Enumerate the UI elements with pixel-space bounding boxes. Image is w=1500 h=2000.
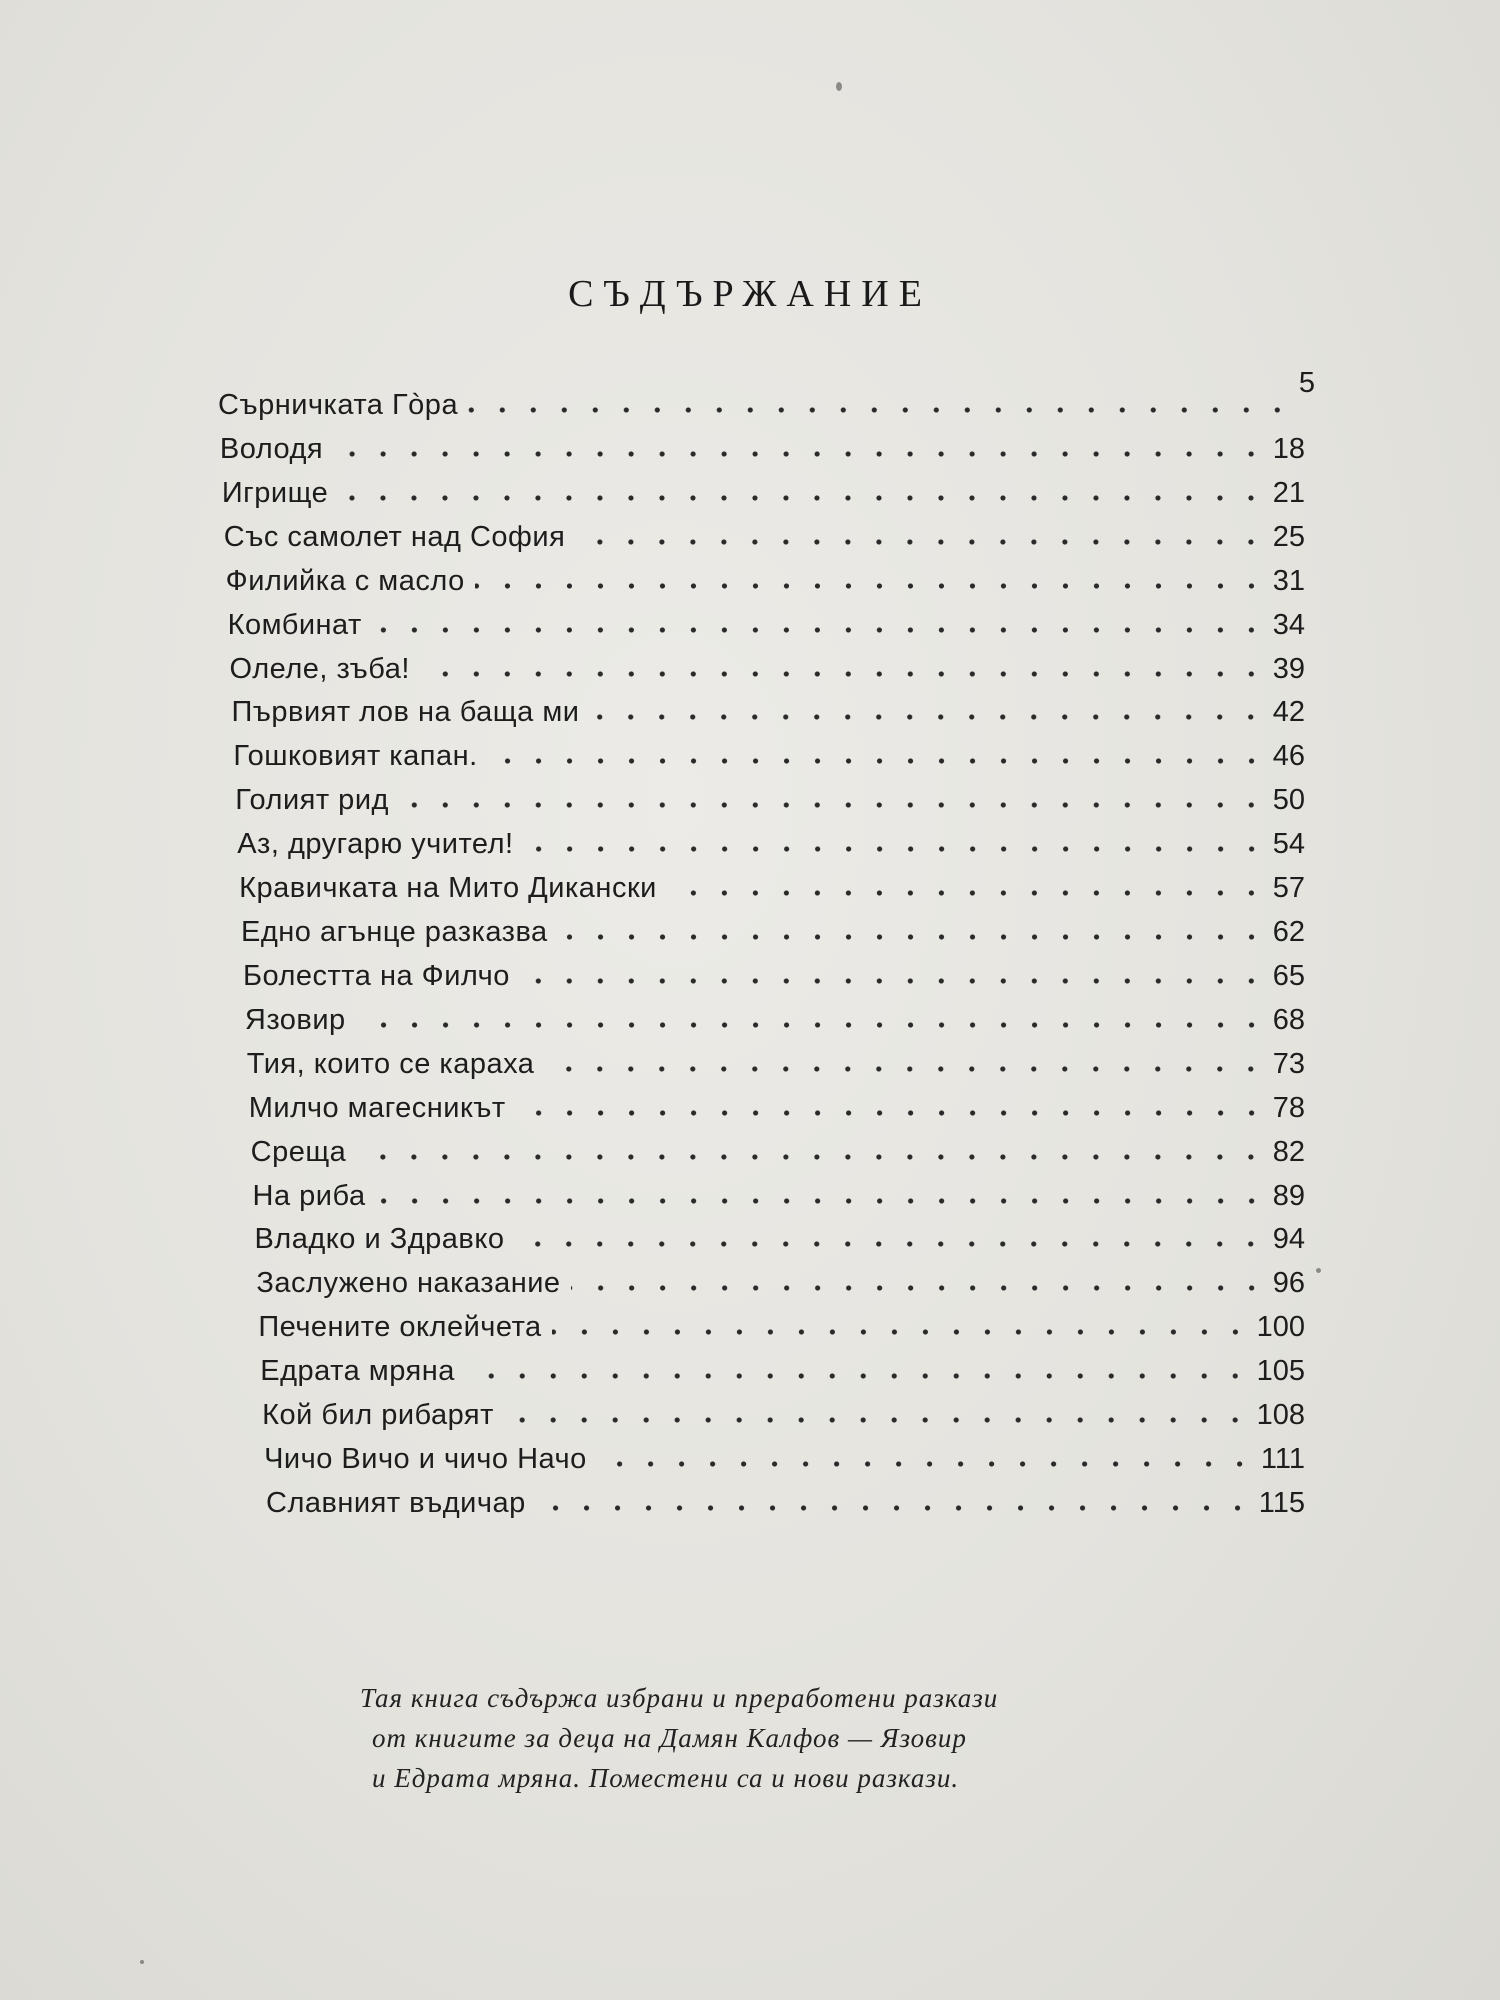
toc-entry-title: Игрище [221,476,329,509]
page-heading: СЪДЪРЖАНИЕ [568,273,932,315]
toc-dot-leader [514,1240,1266,1248]
paper-speck [1316,1268,1321,1273]
toc-dot-leader [356,1021,1267,1029]
toc-dot-leader [338,494,1266,502]
toc-dot-leader [475,582,1267,590]
toc-entry-title: Болестта на Филчо [242,959,510,992]
toc-entry-page: 57 [1272,872,1305,905]
toc-entry-page: 100 [1256,1311,1305,1344]
toc-entry-page: 68 [1272,1003,1305,1036]
toc-dot-leader [504,1416,1251,1424]
toc-entry [239,865,1305,905]
toc-entry-page: 105 [1256,1355,1305,1388]
paper-speck [836,82,842,91]
toc-entry-page: 94 [1272,1223,1305,1256]
toc-entry [254,1216,1305,1256]
toc-dot-leader [356,1153,1266,1161]
toc-dot-leader [420,670,1267,678]
toc-entry [231,689,1305,729]
toc-entry-title: Язовир [244,1003,346,1036]
toc-entry-page: 65 [1272,959,1305,992]
toc-entry-title: Голият рид [235,784,389,817]
toc-entry [264,1436,1305,1476]
toc-dot-leader [667,889,1267,897]
toc-entry [253,1173,1305,1213]
toc-entry-title: Среща [250,1135,347,1168]
toc-entry-title: Със самолет над София [223,520,566,553]
toc-entry-page: 34 [1272,608,1305,641]
toc-dot-leader [376,1197,1267,1205]
toc-entry-title: Аз, другарю учител! [237,828,514,861]
note-line: и Едрата мряна. Поместени са и нови разкази. [372,1763,960,1793]
toc-entry-page: 46 [1272,740,1305,773]
toc-entry [224,514,1305,554]
toc-entry-page: 96 [1272,1267,1305,1300]
toc-entry-title: Едрата мряна [260,1355,455,1388]
toc-entry-title: Филийка с масло [225,564,465,597]
toc-entry-page: 115 [1258,1487,1305,1519]
toc-entry-page: 54 [1272,828,1305,861]
toc-dot-leader [589,713,1266,721]
toc-entry [235,777,1305,817]
toc-entry-page: 78 [1272,1091,1305,1124]
toc-dot-leader [465,1372,1251,1380]
toc-dot-leader [488,757,1267,765]
toc-dot-leader [468,406,1293,414]
toc-entry [241,909,1305,949]
toc-entry-title: Кравичката на Мито Дикански [239,872,657,905]
book-note [360,1678,1180,1798]
toc-entry-page: 50 [1272,784,1305,817]
toc-entry-title: Първият лов на баща ми [231,696,580,729]
toc-entry [262,1392,1305,1432]
toc-dot-leader [524,845,1267,853]
toc-entry [256,1260,1305,1300]
toc-entry-page: 111 [1260,1443,1305,1476]
note-line: Тая книга съдържа избрани и преработени разкази [360,1683,999,1713]
toc-dot-leader [558,933,1267,941]
toc-entry [251,1129,1305,1169]
toc-dot-leader [536,1504,1253,1512]
toc-entry [230,646,1305,686]
toc-entry [258,1304,1305,1344]
toc-entry-page: 18 [1272,432,1305,465]
toc-entry-title: Милчо магесникът [248,1091,506,1124]
toc-entry [247,1041,1305,1081]
toc-entry-page: 5 [1298,367,1315,399]
toc-entry [237,821,1305,861]
paper-speck [140,1960,144,1964]
toc-entry-title: Чичо Вичо и чичо Начо [264,1443,587,1476]
toc-entry-title: Володя [219,432,324,465]
toc-dot-leader [520,977,1267,985]
toc-entry [245,997,1305,1037]
toc-entry [218,367,1315,422]
toc-entry-page: 89 [1272,1179,1305,1212]
toc-entry-title: Сърничката Гòра [218,389,459,421]
toc-dot-leader [544,1065,1266,1073]
toc-entry-title: Гошковият капан. [233,740,478,773]
toc-entry-title: Владко и Здравко [254,1223,505,1256]
toc-entry-page: 108 [1256,1399,1305,1432]
toc-entry-title: Печените оклейчета [258,1311,542,1344]
toc-entry-page: 42 [1272,696,1305,729]
toc-entry-title: Заслужено наказание [256,1267,561,1300]
note-line: от книгите за деца на Дамян Калфов — Язовир [372,1723,967,1753]
toc-entry-page: 31 [1272,564,1305,597]
toc-dot-leader [399,801,1267,809]
toc-entry-title: Олеле, зъба! [229,652,410,685]
toc-entry [260,1348,1305,1388]
toc-entry [220,426,1305,466]
toc-dot-leader [516,1109,1267,1117]
toc-dot-leader [333,450,1267,458]
toc-entry [249,1085,1305,1125]
toc-dot-leader [575,538,1266,546]
toc-entry [226,558,1305,598]
toc-entry [266,1480,1305,1520]
toc-entry-title: На риба [252,1179,366,1212]
toc-entry-page: 82 [1272,1135,1305,1168]
toc-entry-title: Комбинат [227,608,362,641]
toc-entry-page: 62 [1272,916,1305,949]
toc-entry-page: 73 [1272,1047,1305,1080]
toc-entry-title: Славният въдичар [266,1487,526,1519]
toc-dot-leader [597,1460,1255,1468]
toc-entry-page: 21 [1272,476,1305,509]
toc-dot-leader [372,626,1267,634]
toc-entry [228,602,1305,642]
toc-entry-title: Едно агънце разказва [241,916,548,949]
toc-entry [243,953,1305,993]
toc-entry [222,470,1305,510]
toc-entry-page: 25 [1272,520,1305,553]
toc-dot-leader [552,1328,1251,1336]
toc-entry [233,733,1305,773]
toc-dot-leader [571,1284,1267,1292]
toc-entry-title: Кой бил рибарят [262,1399,494,1432]
toc-entry-title: Тия, които се караха [246,1047,535,1080]
toc-entry-page: 39 [1272,652,1305,685]
